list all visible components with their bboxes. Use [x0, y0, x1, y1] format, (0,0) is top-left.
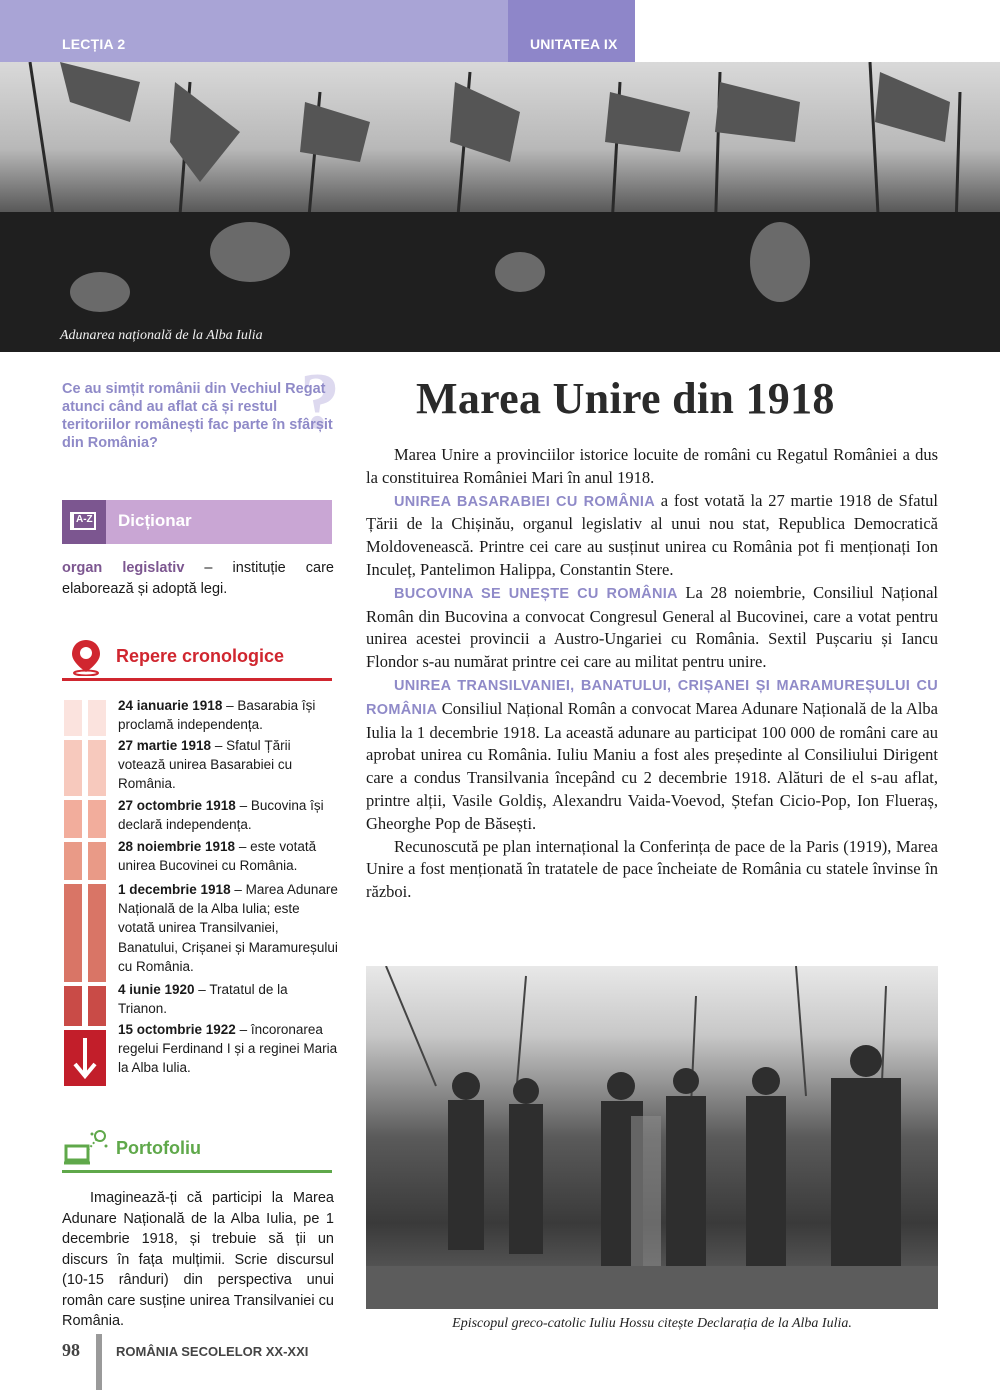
portfolio-title: Portofoliu [116, 1138, 201, 1158]
question-mark-icon: ? [300, 358, 340, 446]
chronology-entry [118, 796, 340, 837]
chronology-text: – Tratatul de la Trianon. [118, 982, 288, 1017]
intro-question: Ce au simțit românii din Vechiul Regat atunci când au aflat că și restul teritoriilor românești fac parte în sfârșit din România? [62, 381, 333, 451]
chronology-entry [118, 696, 340, 736]
timeline-segment [64, 884, 82, 982]
timeline-segment [88, 986, 106, 1026]
portfolio-divider [62, 1170, 332, 1173]
timeline-segment [64, 800, 82, 838]
dictionary-icon [62, 500, 106, 544]
chronology-text: – Sfatul Țării votează unirea Basarabiei cu România. [118, 738, 293, 792]
chronology-divider [62, 678, 332, 681]
portfolio-text: Imaginează-ți că participi la Marea Adunare Națională de la Alba Iulia, pe 1 decembrie 1918, și trebuie să ții un discurs în fața mulțimii. Scrie discursul (10-15 rânduri) din perspectiva unui român care susține unirea Transilvaniei cu România. [62, 1190, 334, 1329]
article-paragraph: Recunoscută pe plan internațional la Conferința de pace de la Paris (1919), Marea Unire a fost menționată în tratatele de pace încheiate de România cu statele învinse în război. [366, 836, 938, 902]
section-heading: UNIREA BASARABIEI CU ROMÂNIA [394, 493, 655, 510]
chronology-entry [118, 880, 340, 980]
dictionary-entry [62, 558, 334, 600]
chronology-date: 27 octombrie 1918 [118, 798, 236, 813]
article-intro: Marea Unire a provinciilor istorice locuite de români cu Regatul României a dus la constituirea României Mari în anul 1918. [366, 445, 938, 487]
timeline-segment [64, 986, 82, 1026]
footer-divider [96, 1334, 102, 1390]
section-heading: UNIREA TRANSILVANIEI, BANATULUI, CRIȘANEI ȘI MARAMUREȘULUI CU ROMÂNIA [366, 677, 938, 718]
photo-caption: Episcopul greco-catolic Iuliu Hossu citește Declarația de la Alba Iulia. [452, 1316, 852, 1331]
timeline-segment [88, 800, 106, 838]
timeline-segment [88, 842, 106, 880]
chronology-text: – încoronarea regelui Ferdinand I și a reginei Maria la Alba Iulia. [118, 1022, 338, 1076]
dictionary-icon-label: A-Z [76, 514, 93, 525]
hero-photo [0, 62, 1000, 352]
chronology-date: 4 iunie 1920 [118, 982, 195, 997]
section-heading: BUCOVINA SE UNEȘTE CU ROMÂNIA [394, 585, 678, 602]
chronology-date: 24 ianuarie 1918 [118, 698, 223, 713]
timeline-segment [88, 740, 106, 796]
article-paragraph [366, 490, 938, 582]
chronology-text: – Marea Adunare Națională de la Alba Iulia; este votată unirea Transilvaniei, Banatului, Crișanei și Maramureșului cu România. [118, 882, 338, 974]
article-paragraph [366, 582, 938, 674]
timeline-segment [64, 700, 82, 736]
crowd-with-flags-illustration [0, 62, 1000, 352]
chronology-entry [118, 1020, 340, 1078]
paragraph-text: La 28 noiembrie, Consiliul Național Român din Bucovina a convocat Congresul General al Bucovinei, care a votat pentru unirea acestei provincii a Austro-Ungariei cu România. Sextil Pușcariu și Iancu Flondor s-au numărat printre cei care au militat pentru unire. [366, 582, 938, 672]
book-title: ROMÂNIA SECOLELOR XX-XXI [116, 1344, 309, 1359]
page-number: 98 [62, 1340, 80, 1360]
timeline-segment [88, 884, 106, 982]
timeline-segment [64, 842, 82, 880]
chronology-text: – este votată unirea Bucovinei cu România. [118, 839, 317, 874]
dictionary-title: Dicționar [118, 511, 192, 530]
location-pin-icon [66, 636, 106, 681]
timeline-arrow-icon [64, 1030, 106, 1086]
chronology-date: 15 octombrie 1922 [118, 1022, 236, 1037]
group-portrait-illustration [366, 966, 938, 1309]
article-body [366, 444, 938, 904]
timeline-segment [64, 740, 82, 796]
timeline-segment [88, 700, 106, 736]
article-paragraph [366, 674, 938, 836]
chronology-entry [118, 736, 340, 796]
chronology-entry [118, 837, 340, 880]
hero-caption: Adunarea națională de la Alba Iulia [60, 328, 263, 343]
portfolio-network-icon [62, 1128, 110, 1173]
chronology-date: 1 decembrie 1918 [118, 882, 231, 897]
chronology-date: 28 noiembrie 1918 [118, 839, 236, 854]
chronology-text: – Basarabia își proclamă independența. [118, 698, 316, 733]
paragraph-text: Consiliul Național Român a convocat Marea Adunare Națională de la Alba Iulia la 1 decembrie 1918. La această adunare au participat 100 000 de români care au aprobat unirea cu România. Iuliu Maniu a fost ales președinte al Consiliului Dirigent care a condus Transilvania începând cu 2 decembrie 1918. Alături de el s-au aflat, printre alții, Vasile Goldiș, Alexandru Vaida-Voevod, Ștefan Cicio-Pop, Ion Flueraș, Gheorghe Pop de Băsești. [366, 698, 938, 833]
paragraph-text: a fost votată la 27 martie 1918 de Sfatul Țării de la Chișinău, organul legislativ al unui nou stat, Republica Democratică Moldovenească. Printre cei care au susținut unirea cu România pot fi menționați Ion Inculeț, Pantelimon Halippa, Constantin Stere. [366, 490, 938, 579]
dictionary-term: organ legislativ [62, 560, 185, 576]
header-lesson-band [0, 0, 508, 62]
unit-label: UNITATEA IX [530, 36, 618, 52]
chronology-date: 27 martie 1918 [118, 738, 212, 753]
chronology-list [118, 696, 340, 1078]
chronology-entry [118, 980, 340, 1020]
bishop-reading-photo [366, 966, 938, 1309]
dictionary-definition: – instituție care elaborează și adoptă legi. [62, 560, 334, 597]
chronology-text: – Bucovina își declară independența. [118, 798, 324, 833]
lesson-label: LECȚIA 2 [62, 36, 126, 52]
header-unit-band [508, 0, 635, 62]
chronology-title: Repere cronologice [116, 646, 285, 666]
page-title: Marea Unire din 1918 [416, 374, 835, 423]
